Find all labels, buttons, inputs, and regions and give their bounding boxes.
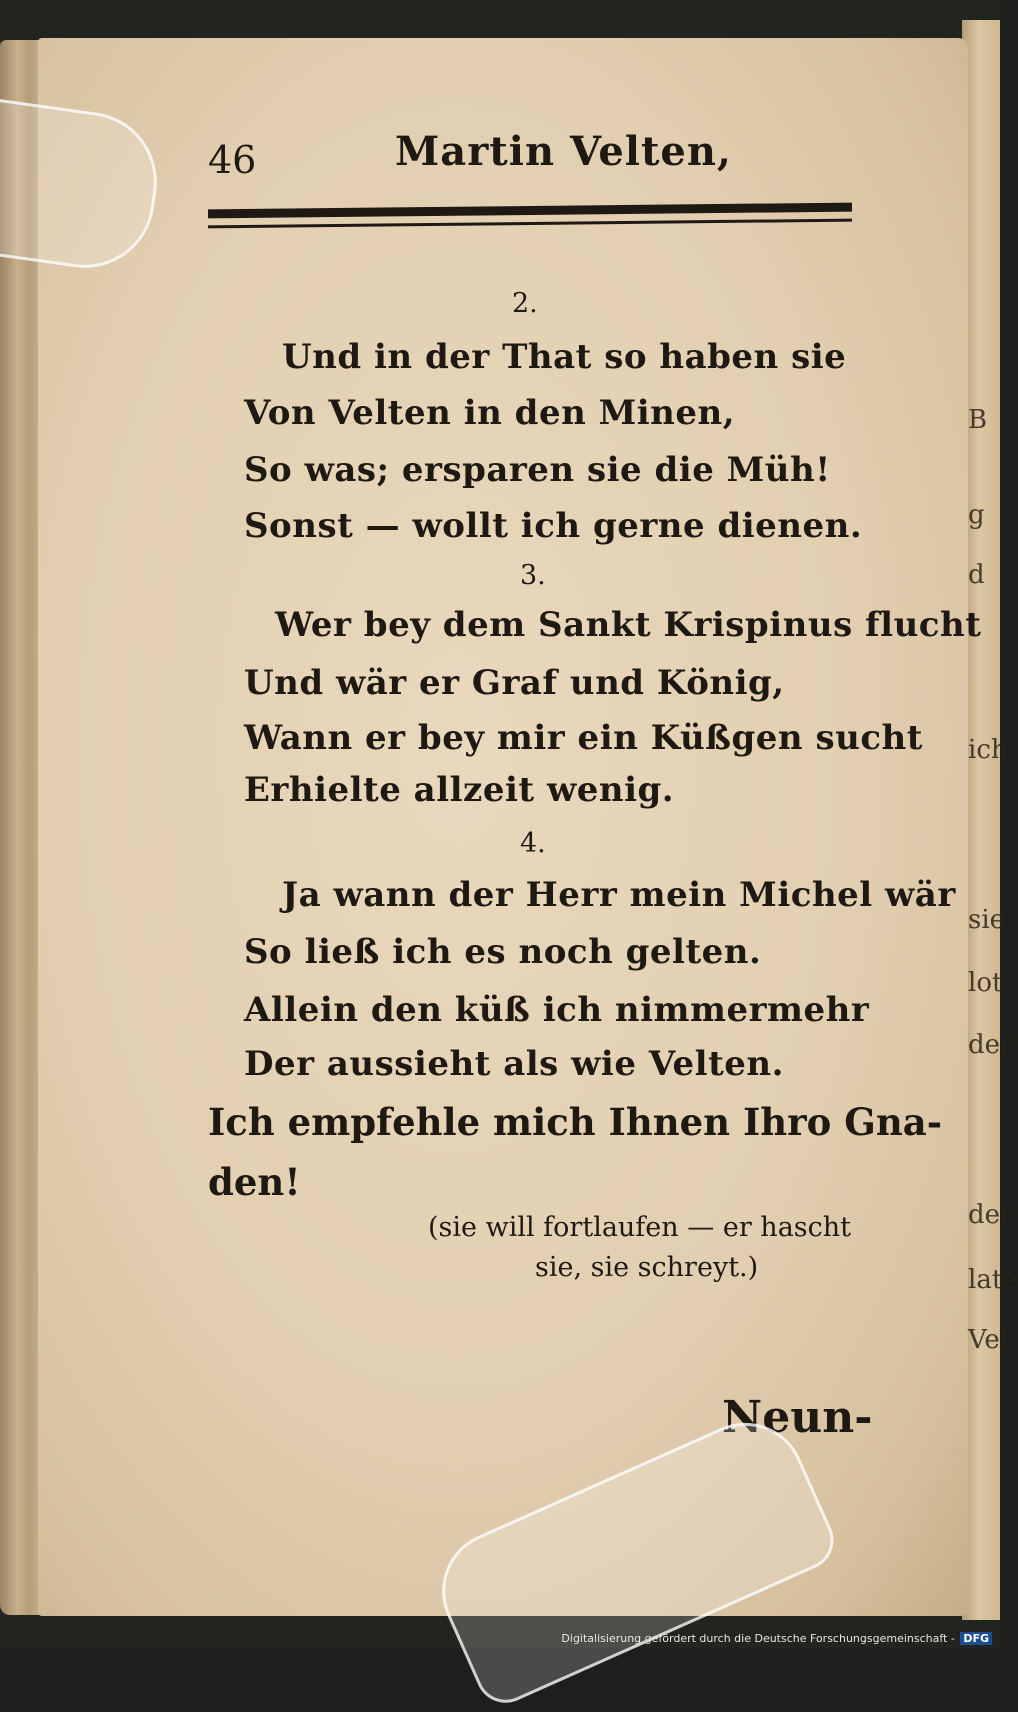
facing-page-fragment: late (968, 1265, 1018, 1295)
facing-page-fragment: sie (968, 905, 1006, 935)
verse-line: Und in der That so haben sie (282, 337, 847, 377)
verse-line: Allein den küß ich nimmermehr (244, 990, 870, 1030)
running-title: Martin Velten, (395, 128, 732, 175)
prose-line: Ich empfehle mich Ihnen Ihro Gna- (208, 1100, 943, 1144)
facing-page-fragment: ich (968, 735, 1008, 765)
verse-line: Und wär er Graf und König, (244, 663, 785, 703)
facing-page-fragment: lot (968, 968, 1003, 998)
verse-line: Erhielte allzeit wenig. (244, 770, 675, 810)
catchword: Neun- (722, 1392, 873, 1443)
dfg-logo: DFG (960, 1632, 992, 1645)
facing-page-fragment: d (968, 560, 985, 590)
verse-line: Wann er bey mir ein Küßgen sucht (244, 718, 923, 758)
book-page (38, 38, 968, 1616)
verse-line: Ja wann der Herr mein Michel wär (282, 875, 956, 915)
stage-direction: (sie will fortlaufen — er hascht (428, 1212, 852, 1243)
credit-text: Digitalisierung gefördert durch die Deutsche Forschungsgemeinschaft - (561, 1632, 955, 1645)
verse-line: So ließ ich es noch gelten. (244, 932, 762, 972)
verse-line: Sonst — wollt ich gerne dienen. (244, 506, 863, 546)
verse-line: Wer bey dem Sankt Krispinus flucht (275, 605, 982, 645)
facing-page-fragment: g (968, 500, 985, 530)
verse-line: So was; ersparen sie die Müh! (244, 450, 831, 490)
stage-direction: sie, sie schreyt.) (535, 1252, 759, 1283)
facing-page-fragment: B (968, 405, 988, 435)
facing-page-fragment: der (968, 1030, 1013, 1060)
facing-page-fragment: der (968, 1200, 1013, 1230)
verse-line: Von Velten in den Minen, (244, 393, 736, 433)
verse-line: Der aussieht als wie Velten. (244, 1044, 784, 1084)
page-number: 46 (208, 138, 257, 182)
stanza-number: 2. (512, 288, 538, 319)
facing-page-fragment: Vel (968, 1325, 1009, 1355)
stanza-number: 4. (520, 828, 546, 859)
stanza-number: 3. (520, 560, 546, 591)
digitization-credit (561, 1632, 992, 1645)
prose-line: den! (208, 1160, 301, 1204)
